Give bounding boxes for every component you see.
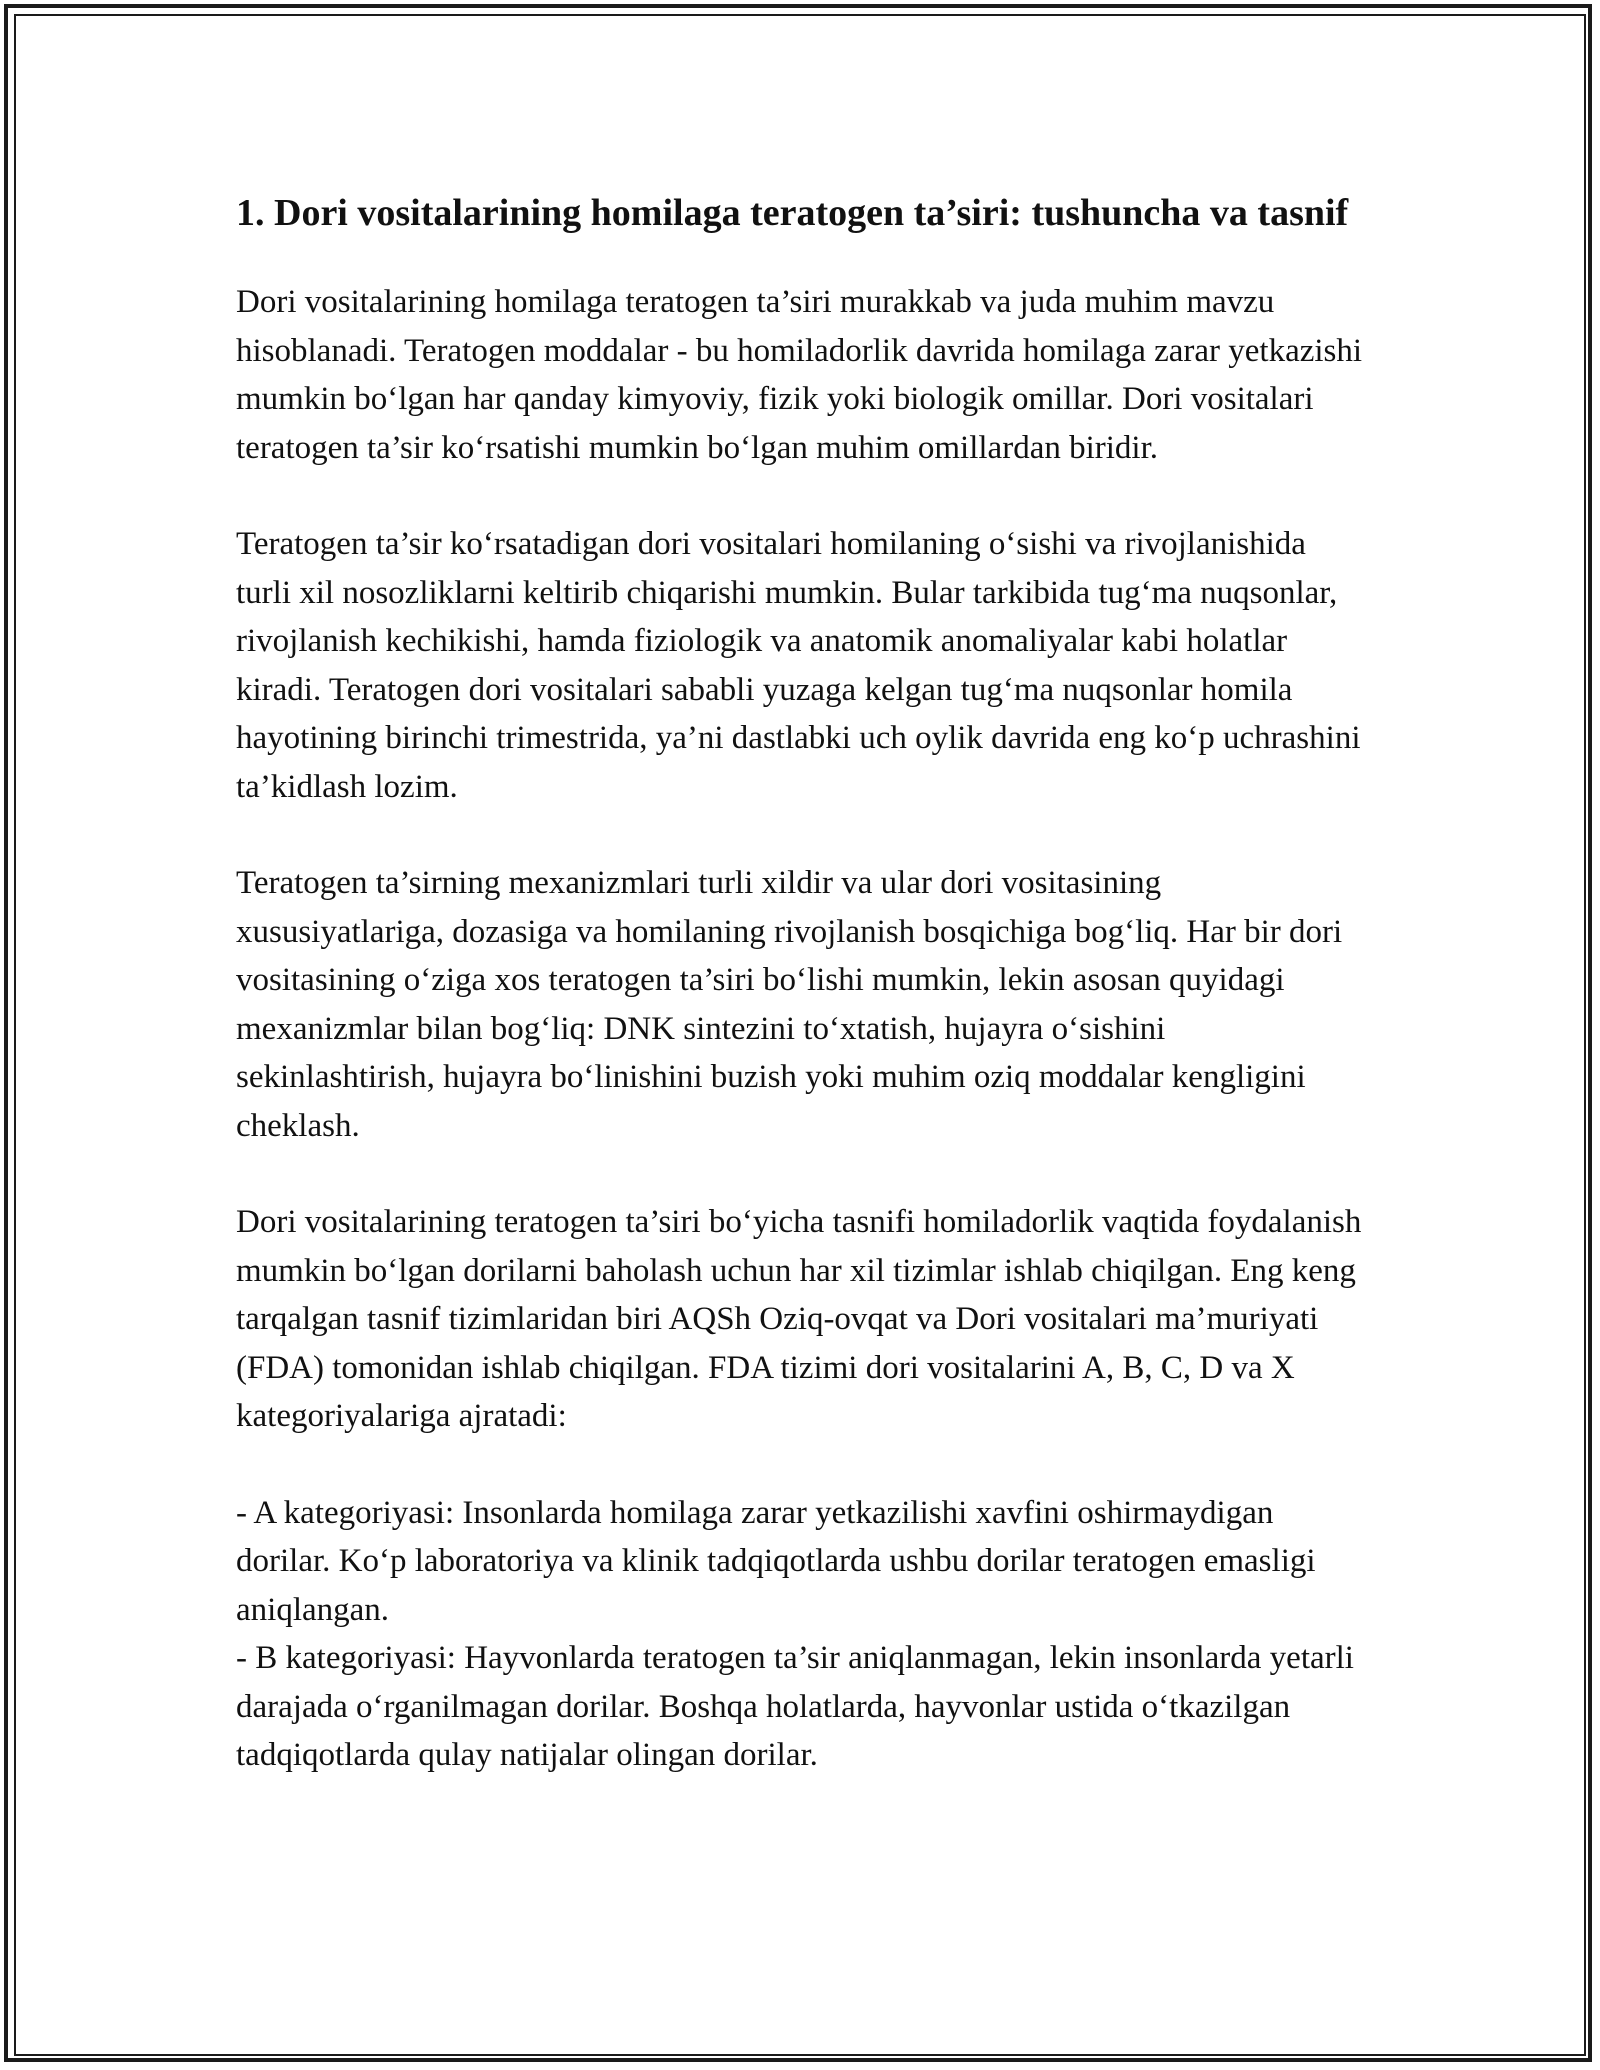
category-list [236,1489,1366,1780]
paragraph-effects: Teratogen ta’sir ko‘rsatadigan dori vositalari homilaning o‘sishi va rivojlanishida turli xil nosozliklarni keltirib chiqarishi mumkin. Bular tarkibida tug‘ma nuqsonlar, rivojlanish kechikishi, hamda fiziologik va anatomik anomaliyalar kabi holatlar kiradi. Teratogen dori vositalari sababli yuzaga kelgan tug‘ma nuqsonlar homila hayotining birinchi trimestrida, ya’ni dastlabki uch oylik davrida eng ko‘p uchrashini ta’kidlash lozim. [236,526,1361,805]
list-item-category-a: - A kategoriyasi: Insonlarda homilaga zarar yetkazilishi xavfini oshirmaydigan dorilar. Ko‘p laboratoriya va klinik tadqiqotlarda ushbu dorilar teratogen emasligi aniqlangan. [236,1494,1316,1628]
paragraph-mechanisms: Teratogen ta’sirning mexanizmlari turli xildir va ular dori vositasining xususiyatlariga, dozasiga va homilaning rivojlanish bosqichiga bog‘liq. Har bir dori vositasining o‘ziga xos teratogen ta’siri bo‘lishi mumkin, lekin asosan quyidagi mexanizmlar bilan bog‘liq: DNK sintezini to‘xtatish, hujayra o‘sishini sekinlashtirish, hujayra bo‘linishini buzish yoki muhim oziq moddalar kengligini cheklash. [236,865,1343,1144]
document-body [236,186,1366,1780]
paragraph-classification: Dori vositalarining teratogen ta’siri bo‘yicha tasnifi homiladorlik vaqtida foydalanish mumkin bo‘lgan dorilarni baholash uchun har xil tizimlar ishlab chiqilgan. Eng keng tarqalgan tasnif tizimlaridan biri AQSh Oziq-ovqat va Dori vositalari ma’muriyati (FDA) tomonidan ishlab chiqilgan. FDA tizimi dori vositalarini A, B, C, D va X kategoriyalariga ajratadi: [236,1204,1362,1434]
paragraph-definition: Dori vositalarining homilaga teratogen ta’siri murakkab va juda muhim mavzu hisoblanadi. Teratogen moddalar - bu homiladorlik davrida homilaga zarar yetkazishi mumkin bo‘lgan har qanday kimyoviy, fizik yoki biologik omillar. Dori vositalari teratogen ta’sir ko‘rsatishi mumkin bo‘lgan muhim omillardan biridir. [236,284,1363,466]
section-heading: 1. Dori vositalarining homilaga teratogen ta’siri: tushuncha va tasnif [236,192,1349,234]
list-item-category-b: - B kategoriyasi: Hayvonlarda teratogen ta’sir aniqlanmagan, lekin insonlarda yetarli darajada o‘rganilmagan dorilar. Boshqa holatlarda, hayvonlar ustida o‘tkazilgan tadqiqotlarda qulay natijalar olingan dorilar. [236,1640,1354,1773]
